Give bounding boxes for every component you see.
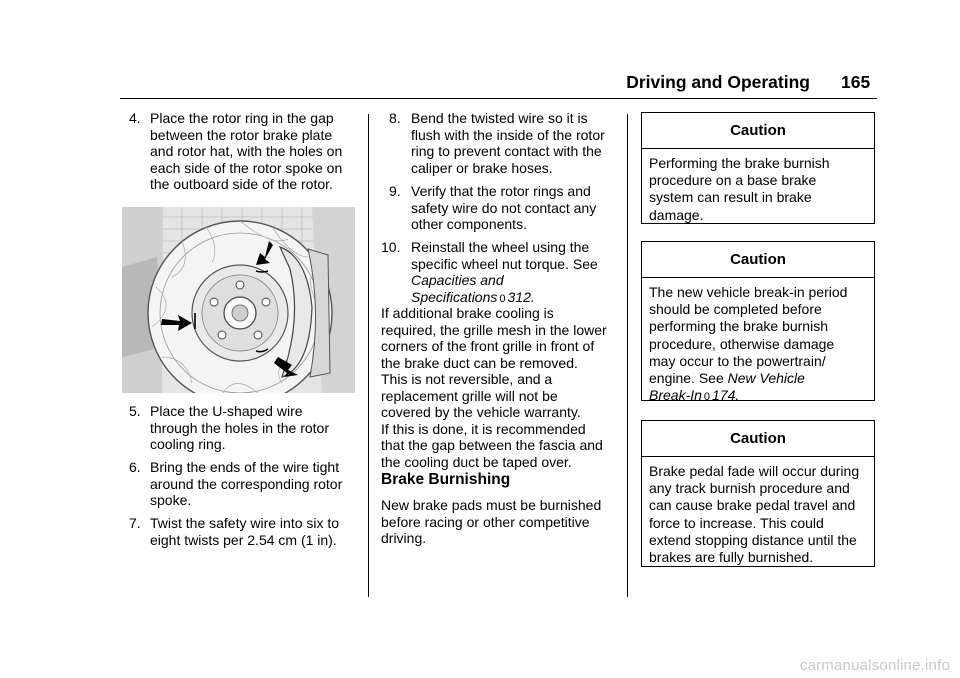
step-number: 9. [389,183,401,199]
page-number: 165 [841,72,871,92]
caution-text: Performing the brake burnish procedure on a base brake system can result in brake damage. [649,155,830,223]
step-text: Place the rotor ring in the gap between the rotor brake plate and rotor hat, with the holes on each side of the rotor spoke on the outboard side of the rotor. [150,110,343,192]
caution-2-text: The new vehicle break-in period should be completed before performing the brake burnish procedure, otherwise damage may occur to the powertrain/ engine. See [649,284,848,387]
new-vehicle-link[interactable]: New Vehicle [727,370,805,387]
step-text: Bend the twisted wire so it is flush with the inside of the rotor ring to prevent contact with the caliper or brake hoses. [411,110,605,176]
page-ref-icon: 0 [499,292,506,305]
step-number: 6. [129,459,141,475]
caution-text [642,278,874,406]
watermark: carmanualsonline.info [799,657,950,674]
specifications-link[interactable]: Specifications [411,288,498,305]
burnish-paragraph: New brake pads must be burnished before racing or other competitive driving. [381,497,602,546]
caution-text: Brake pedal fade will occur during any track burnish procedure and can cause brake pedal travel and force to increase. This could extend stopping distance until the brakes are fully burnished. [649,463,860,566]
page-ref-end: . [735,387,740,404]
caution-title: Caution [642,113,874,149]
step-10-text: Reinstall the wheel using the specific wheel nut torque. See [411,239,598,272]
step-text: Verify that the rotor rings and safety wire do not contact any other components. [411,183,597,232]
caution-title: Caution [642,242,874,278]
caution-box-3 [641,420,875,567]
capacities-link[interactable]: Capacities and [411,272,504,288]
caution-title: Caution [642,421,874,457]
rotor-diagram [122,207,355,393]
step-number: 7. [129,515,141,531]
caution-box-1 [641,112,875,224]
page-ref-number[interactable]: 174 [712,387,736,404]
step-text [411,239,598,307]
step-number: 8. [389,110,401,126]
break-in-link[interactable]: Break-In [649,387,702,404]
step-number: 10. [381,239,401,255]
page-ref-end: . [530,288,535,305]
caution-box-2 [641,241,875,404]
page-ref-icon: 0 [703,391,711,404]
page-ref-number[interactable]: 312 [507,288,531,305]
step-text: Twist the safety wire into six to eight twists per 2.54 cm (1 in). [150,515,340,548]
header-rule [120,98,877,99]
column-divider-right [627,114,628,597]
section-title: Driving and Operating [626,72,810,92]
brake-rotor-illustration [122,207,355,393]
step-number: 4. [129,110,141,126]
column-divider-left [368,114,369,597]
section-heading: Brake Burnishing [381,471,511,488]
step-text: Place the U-shaped wire through the holes in the rotor cooling ring. [150,403,330,452]
step-number: 5. [129,403,141,419]
step-text: Bring the ends of the wire tight around the corresponding rotor spoke. [150,459,343,508]
cooling-paragraph: If additional brake cooling is required, the grille mesh in the lower corners of the front grille in front of the brake duct can be removed. This is not reversible, and a replacement grille will not be covered by the vehicle warranty. If this is done, it is recommended that the gap between the fascia and the cooling duct be taped over. [381,305,607,470]
